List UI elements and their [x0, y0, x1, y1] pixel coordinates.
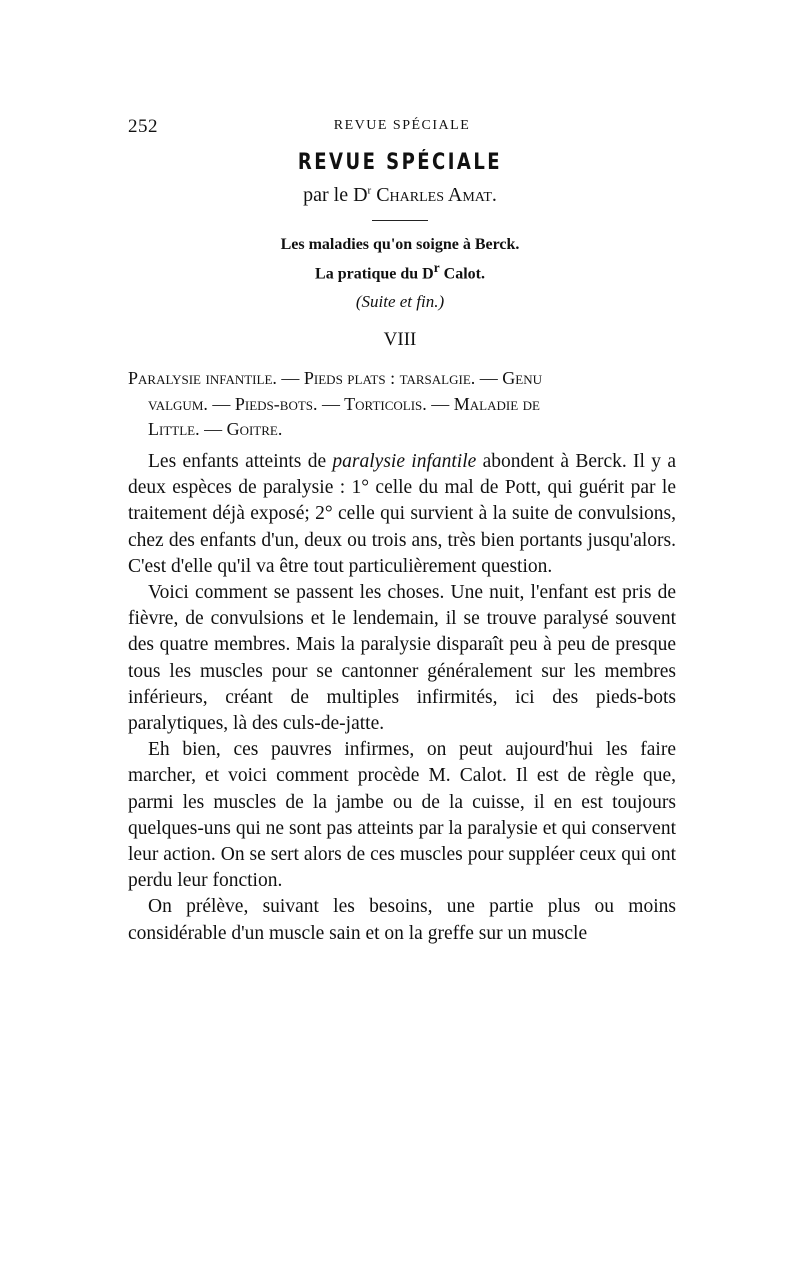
p1-before: Les enfants atteints de: [148, 451, 333, 472]
section-heading-line-3: Little. — Goitre.: [148, 419, 283, 439]
paragraph-1: [128, 449, 676, 580]
section-number: VIII: [383, 329, 417, 350]
p1-after: abondent à Berck. Il y a deux espèces de paralysie : 1° celle du mal de Pott, qui guérit par le traitement déjà exposé; 2° celle qui survient à la suite de convulsions, chez des enfants d'un, deux ou trois ans, très bien portants jusqu'alors. C'est d'elle qu'il va être tout particulièrement question.: [128, 451, 676, 577]
subtitle-line-1: Les maladies qu'on soigne à Berck.: [280, 236, 520, 253]
author-line: [0, 184, 800, 207]
title-rule: [372, 220, 428, 221]
page-number: 252: [128, 116, 158, 137]
subtitle-line-2: [0, 260, 800, 283]
paragraph-2: Voici comment se passent les choses. Une nuit, l'enfant est pris de fièvre, de convulsions et le lendemain, il se trouve paralysé souvent des quatre membres. Mais la paralysie disparaît peu à peu de presque tous les muscles pour se cantonner généralement sur les membres inférieurs, créant de multiples infirmités, ici des pieds-bots paralytiques, là des culs-de-jatte.: [128, 582, 676, 735]
subtitle-prefix: La pratique du D: [315, 265, 434, 283]
paragraph-3: Eh bien, ces pauvres infirmes, on peut aujourd'hui les faire marcher, et voici comment procède M. Calot. Il est de règle que, parmi les muscles de la jambe ou de la cuisse, il en est toujours quelques-uns qui ne sont pas atteints par la paralysie et qui conservent leur action. On se sert alors de ces muscles pour suppléer ceux qui ont perdu leur fonction.: [128, 739, 676, 892]
author-name: Charles Amat.: [376, 184, 497, 206]
page-header: [128, 116, 676, 138]
article-title: REVUE SPÉCIALE: [297, 150, 503, 175]
author-prefix-sup: r: [367, 184, 372, 197]
section-heading-line-1: Paralysie infantile. — Pieds plats : tarsalgie. — Genu: [128, 368, 542, 388]
section-heading: [128, 366, 676, 443]
continuation-note: (Suite et fin.): [355, 292, 445, 311]
p1-italic: paralysie infantile: [332, 451, 477, 472]
body-text: [128, 449, 676, 947]
running-title: REVUE SPÉCIALE: [333, 118, 471, 133]
paragraph-4: On prélève, suivant les besoins, une partie plus ou moins considérable d'un muscle sain et on la greffe sur un muscle: [128, 896, 676, 944]
author-prefix: par le D: [303, 184, 368, 206]
section-heading-line-2: valgum. — Pieds-bots. — Torticolis. — Maladie de: [148, 393, 540, 414]
subtitle-suffix: Calot.: [439, 265, 485, 283]
subtitle-sup: r: [433, 260, 440, 275]
